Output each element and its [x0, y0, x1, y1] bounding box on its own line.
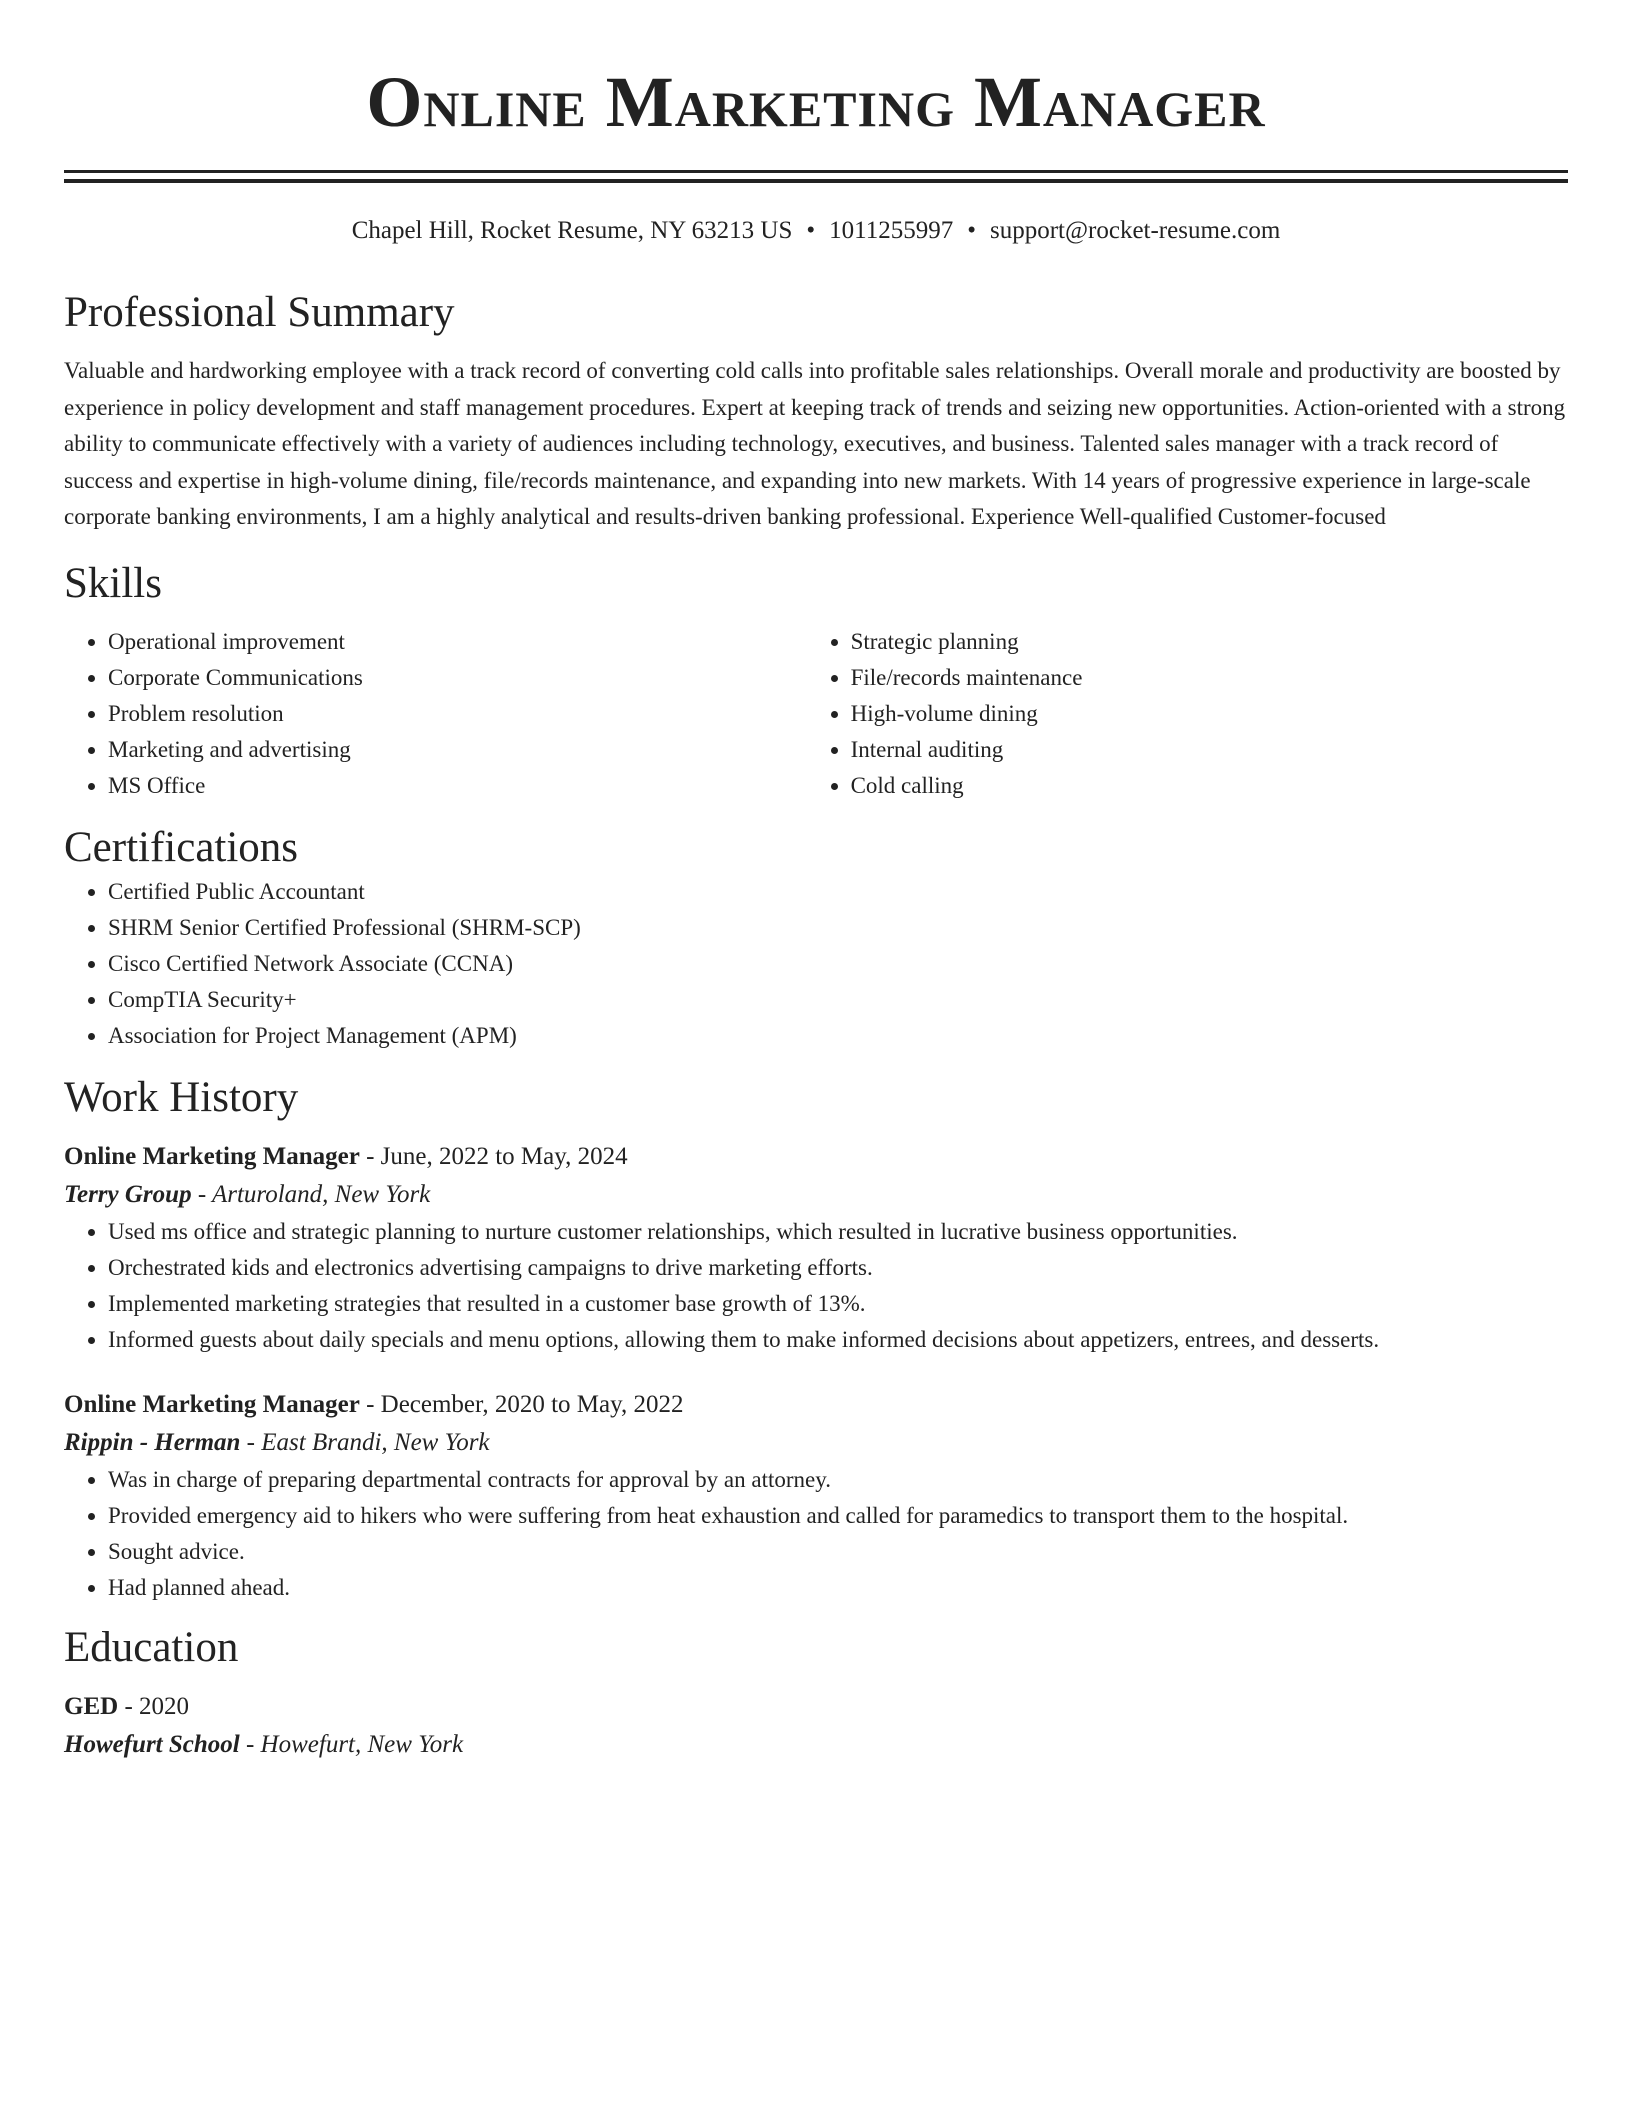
skills-heading: Skills [64, 559, 162, 607]
header-rule-bottom [64, 179, 1568, 183]
skill-item: • Problem resolution [108, 696, 807, 732]
certification-item: • Cisco Certified Network Associate (CCNA) [108, 946, 1568, 982]
job-company: Terry Group [64, 1180, 192, 1208]
job-bullet: • Used ms office and strategic planning to nurture customer relationships, which resulted in lucrative business opportunities. [108, 1214, 1568, 1250]
job-company: Rippin - Herman [64, 1428, 241, 1456]
education-degree: GED [64, 1692, 119, 1720]
job-company-line [64, 1424, 1568, 1462]
education-heading: Education [64, 1623, 239, 1671]
job-bullet: • Implemented marketing strategies that resulted in a customer base growth of 13%. [108, 1286, 1568, 1322]
job-bullet: • Provided emergency aid to hikers who were suffering from heat exhaustion and called for paramedics to transport them to the hospital. [108, 1498, 1568, 1534]
skill-item: • File/records maintenance [851, 660, 1568, 696]
certification-item: • CompTIA Security+ [108, 982, 1568, 1018]
job-title: Online Marketing Manager [64, 1390, 360, 1418]
certification-item: • SHRM Senior Certified Professional (SHRM-SCP) [108, 910, 1568, 946]
job-bullet: • Sought advice. [108, 1534, 1568, 1570]
skill-item: • Operational improvement [108, 624, 807, 660]
job-bullets [64, 1214, 1568, 1358]
job-bullet: • Informed guests about daily specials and menu options, allowing them to make informed decisions about appetizers, entrees, and desserts. [108, 1322, 1568, 1358]
resume-name-heading: Online Marketing Manager [366, 62, 1266, 142]
header-rule-top [64, 170, 1568, 173]
skill-item: • Marketing and advertising [108, 732, 807, 768]
contact-separator: • [806, 217, 816, 244]
skill-item: • MS Office [108, 768, 807, 804]
job-bullet: • Had planned ahead. [108, 1570, 1568, 1606]
skills-list-left [64, 624, 807, 804]
job-entry [64, 1386, 1568, 1606]
summary-text: Valuable and hardworking employee with a track record of converting cold calls into profitable sales relationships. Overall morale and productivity are boosted by experience in policy development and staff management procedures. Expert at keeping track of trends and seizing new opportunities. Action-oriented with a strong ability to communicate effectively with a variety of audiences including technology, executives, and business. Talented sales manager with a track record of success and expertise in high-volume dining, file/records maintenance, and expanding into new markets. With 14 years of progressive experience in large-scale corporate banking environments, I am a highly analytical and results-driven banking professional. Experience Well-qualified Customer-focused [64, 358, 1566, 529]
job-location: - Arturoland, New York [191, 1180, 431, 1208]
job-dates: - June, 2022 to May, 2024 [359, 1142, 628, 1170]
skill-item: • High-volume dining [851, 696, 1568, 732]
work-history-heading: Work History [64, 1073, 299, 1121]
skill-item: • Cold calling [851, 768, 1568, 804]
job-dates: - December, 2020 to May, 2022 [359, 1390, 684, 1418]
contact-email: support@rocket-resume.com [990, 217, 1281, 244]
certification-item: • Certified Public Accountant [108, 874, 1568, 910]
education-school-line [64, 1726, 1568, 1764]
skills-grid [64, 624, 1568, 804]
education-degree-line [64, 1688, 1568, 1726]
certifications-list [64, 874, 1568, 1054]
certification-item: • Association for Project Management (APM) [108, 1018, 1568, 1054]
job-bullet: • Was in charge of preparing departmental contracts for approval by an attorney. [108, 1462, 1568, 1498]
job-header [64, 1138, 1568, 1176]
education-school: Howefurt School [64, 1730, 240, 1758]
job-company-line [64, 1176, 1568, 1214]
job-location: - East Brandi, New York [240, 1428, 490, 1456]
job-header [64, 1386, 1568, 1424]
certifications-heading: Certifications [64, 823, 299, 871]
job-bullets [64, 1462, 1568, 1606]
education-location: - Howefurt, New York [239, 1730, 464, 1758]
skills-list-right [807, 624, 1568, 804]
job-title: Online Marketing Manager [64, 1142, 360, 1170]
contact-address: Chapel Hill, Rocket Resume, NY 63213 US [351, 217, 793, 244]
contact-separator: • [967, 217, 976, 244]
contact-line [64, 215, 1568, 247]
job-bullet: • Orchestrated kids and electronics advertising campaigns to drive marketing efforts. [108, 1250, 1568, 1286]
contact-phone: 1011255997 [829, 217, 954, 244]
education-year: - 2020 [118, 1692, 190, 1720]
skill-item: • Corporate Communications [108, 660, 807, 696]
skill-item: • Internal auditing [851, 732, 1568, 768]
resume-page [64, 0, 1568, 1764]
skill-item: • Strategic planning [851, 624, 1568, 660]
summary-heading: Professional Summary [64, 289, 455, 336]
job-entry [64, 1138, 1568, 1358]
